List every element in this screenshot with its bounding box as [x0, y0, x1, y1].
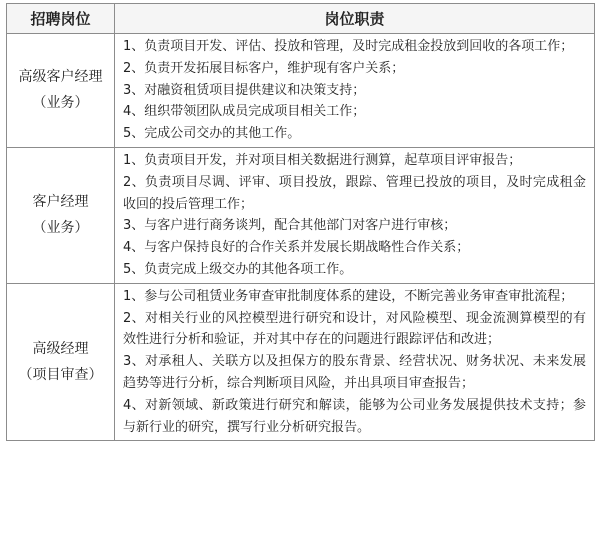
duty-item: 5、负责完成上级交办的其他各项工作。	[123, 261, 353, 277]
duty-item: 4、与客户保持良好的合作关系并发展长期战略性合作关系；	[123, 240, 470, 256]
duty-item: 2、负责项目尽调、评审、项目投放，跟踪、管理已投放的项目，及时完成租金收回的投后管理工作；	[123, 174, 586, 212]
job-responsibilities-table	[6, 3, 595, 441]
position-cell	[7, 147, 115, 283]
duty-item: 4、对新领域、新政策进行研究和解读，能够为公司业务发展提供技术支持；参与新行业的研究，撰写行业分析研究报告。	[123, 397, 586, 435]
position-subtitle: （业务）	[32, 220, 89, 237]
header-position: 招聘岗位	[7, 4, 115, 34]
duty-item: 2、对相关行业的风控模型进行研究和设计，对风险模型、现金流测算模型的有效性进行分析和验证，并对其中存在的问题进行跟踪评估和改进；	[123, 310, 586, 348]
duty-item: 1、参与公司租赁业务审查审批制度体系的建设，不断完善业务审查审批流程；	[123, 288, 574, 304]
position-cell	[7, 283, 115, 441]
table-row	[7, 283, 595, 441]
duties-cell	[115, 283, 595, 441]
position-title: 高级经理	[32, 341, 89, 358]
table-row	[7, 34, 595, 148]
header-duties: 岗位职责	[115, 4, 595, 34]
duties-cell	[115, 34, 595, 148]
duty-item: 3、对承租人、关联方以及担保方的股东背景、经营状况、财务状况、未来发展趋势等进行分析，综合判断项目风险，并出具项目审查报告；	[123, 354, 586, 391]
duty-item: 2、负责开发拓展目标客户，维护现有客户关系；	[123, 60, 405, 76]
duty-item: 3、与客户进行商务谈判，配合其他部门对客户进行审核；	[123, 218, 457, 234]
duty-item: 1、负责项目开发，并对项目相关数据进行测算，起草项目评审报告；	[123, 152, 522, 168]
duty-item: 4、组织带领团队成员完成项目相关工作；	[123, 104, 366, 120]
position-cell	[7, 34, 115, 148]
duty-item: 3、对融资租赁项目提供建议和决策支持；	[123, 82, 366, 98]
position-title: 客户经理	[32, 194, 89, 211]
table-row	[7, 147, 595, 283]
position-subtitle: （项目审查）	[18, 367, 103, 384]
position-subtitle: （业务）	[32, 95, 89, 112]
duty-item: 5、完成公司交办的其他工作。	[123, 126, 301, 142]
table-header-row	[7, 4, 595, 34]
position-title: 高级客户经理	[18, 69, 103, 86]
duties-cell	[115, 147, 595, 283]
duty-item: 1、负责项目开发、评估、投放和管理，及时完成租金投放到回收的各项工作；	[123, 39, 574, 54]
